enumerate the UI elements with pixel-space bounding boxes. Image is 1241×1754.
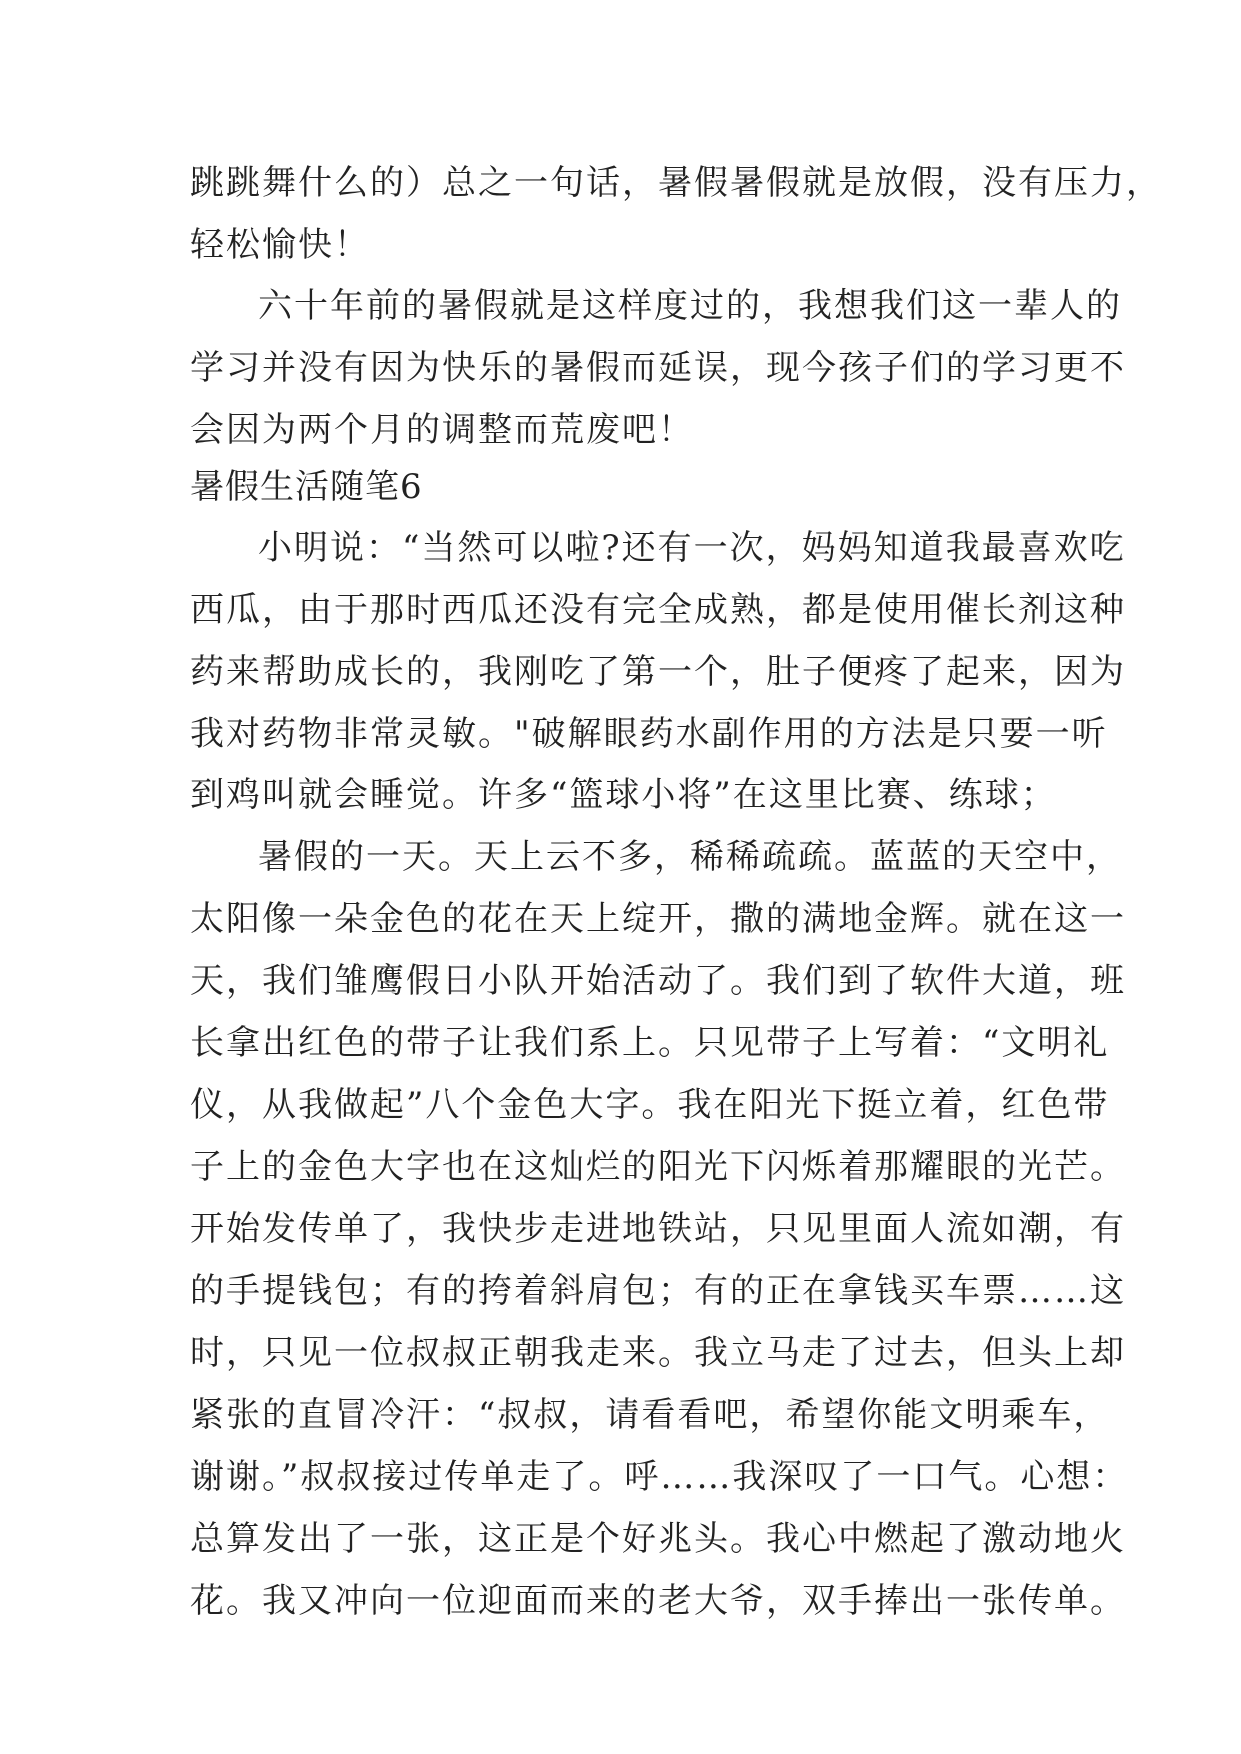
text-line: 轻松愉快！	[190, 225, 370, 265]
text-line: 紧张的直冒冷汗：“叔叔，请看看吧，希望你能文明乘车，	[190, 1395, 1110, 1435]
text-line: 开始发传单了，我快步走进地铁站，只见里面人流如潮，有	[190, 1209, 1126, 1249]
text-line: 长拿出红色的带子让我们系上。只见带子上写着：“文明礼	[190, 1023, 1110, 1063]
paragraph-first-line: 暑假的一天。天上云不多，稀稀疏疏。蓝蓝的天空中，	[258, 837, 1122, 877]
text-line: 仪，从我做起”八个金色大字。我在阳光下挺立着，红色带	[190, 1085, 1110, 1125]
text-line: 总算发出了一张，这正是个好兆头。我心中燃起了激动地火	[190, 1519, 1126, 1559]
text-line: 跳跳舞什么的）总之一句话，暑假暑假就是放假，没有压力，	[190, 163, 1162, 203]
text-line: 谢谢。”叔叔接过传单走了。呼……我深叹了一口气。心想：	[190, 1457, 1129, 1497]
text-line: 太阳像一朵金色的花在天上绽开，撒的满地金辉。就在这一	[190, 899, 1126, 939]
text-line: 药来帮助成长的，我刚吃了第一个，肚子便疼了起来，因为	[190, 652, 1126, 692]
paragraph-first-line: 小明说：“当然可以啦?还有一次，妈妈知道我最喜欢吃	[258, 528, 1126, 568]
text-line: 学习并没有因为快乐的暑假而延误，现今孩子们的学习更不	[190, 348, 1126, 388]
text-line: 会因为两个月的调整而荒废吧！	[190, 410, 694, 450]
text-line: 我对药物非常灵敏。"破解眼药水副作用的方法是只要一听	[190, 714, 1108, 754]
text-line: 的手提钱包；有的挎着斜肩包；有的正在拿钱买车票……这	[190, 1271, 1126, 1311]
paragraph-first-line: 六十年前的暑假就是这样度过的，我想我们这一辈人的	[258, 286, 1122, 326]
text-line: 西瓜，由于那时西瓜还没有完全成熟，都是使用催长剂这种	[190, 590, 1126, 630]
section-heading: 暑假生活随笔6	[190, 467, 423, 507]
text-line: 天，我们雏鹰假日小队开始活动了。我们到了软件大道，班	[190, 961, 1126, 1001]
text-line: 时，只见一位叔叔正朝我走来。我立马走了过去，但头上却	[190, 1333, 1126, 1373]
text-line: 到鸡叫就会睡觉。许多“篮球小将”在这里比赛、练球；	[190, 775, 1057, 815]
text-line: 花。我又冲向一位迎面而来的老大爷，双手捧出一张传单。	[190, 1581, 1126, 1621]
text-line: 子上的金色大字也在这灿烂的阳光下闪烁着那耀眼的光芒。	[190, 1147, 1126, 1187]
